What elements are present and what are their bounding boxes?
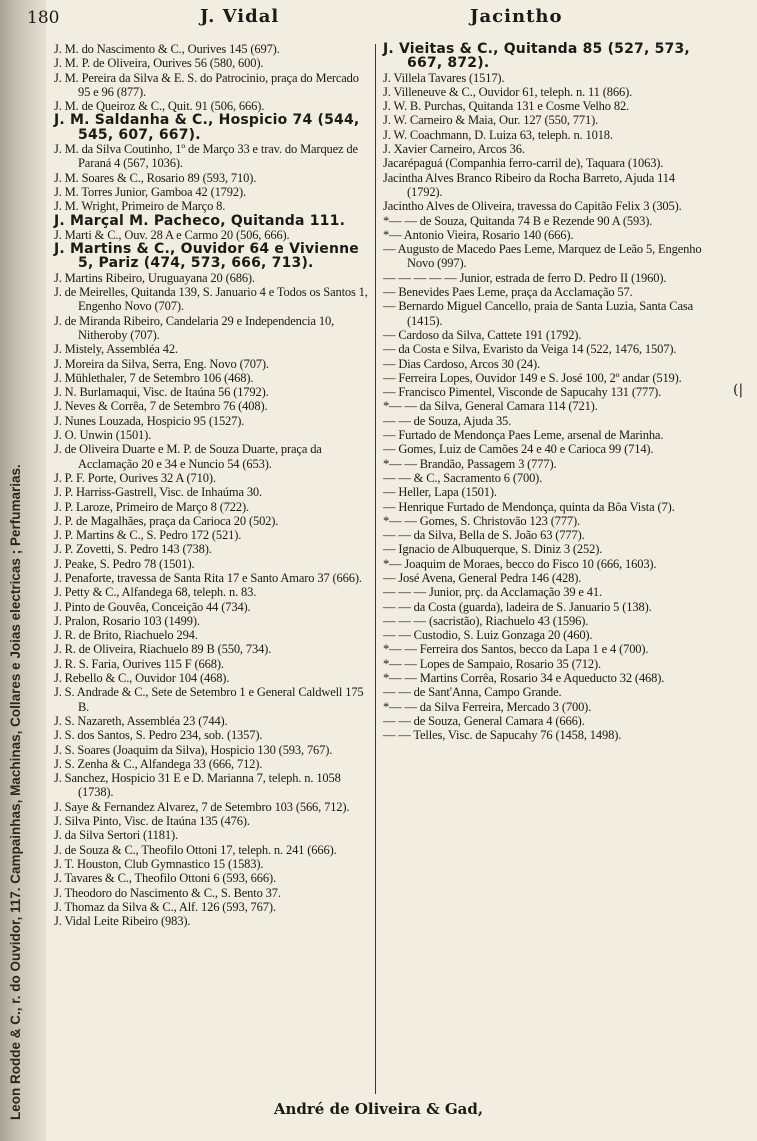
directory-entry: J. Vidal Leite Ribeiro (983). [54, 914, 191, 929]
directory-entry: — — de Souza, Ajuda 35. [383, 413, 512, 428]
directory-entry: J. S. Zenha & C., Alfandega 33 (666, 712). [54, 756, 263, 771]
directory-entry: J. M. Soares & C., Rosario 89 (593, 710). [54, 170, 257, 185]
directory-entry: *— — de Souza, Quitanda 74 B e Rezende 90 A (593). [383, 213, 653, 228]
directory-entry: J. Peake, S. Pedro 78 (1501). [54, 556, 195, 571]
directory-entry: — Furtado de Mendonça Paes Leme, arsenal de Marinha. [383, 428, 664, 443]
directory-entry: J. Tavares & C., Theofilo Ottoni 6 (593, 666). [54, 871, 276, 886]
directory-entry: — — de Souza, General Camara 4 (666). [383, 713, 585, 728]
column-separator [375, 44, 376, 1094]
directory-entry: — Francisco Pimentel, Visconde de Sapucahy 131 (777). [383, 385, 662, 400]
directory-entry: *— — da Silva, General Camara 114 (721). [383, 399, 598, 414]
directory-entry: J. M. de Queiroz & C., Quit. 91 (506, 666). [54, 99, 265, 114]
directory-entry: *— Antonio Vieira, Rosario 140 (666). [383, 227, 574, 242]
directory-entry: — — & C., Sacramento 6 (700). [383, 470, 543, 485]
directory-entry: J. N. Burlamaqui, Visc. de Itaúna 56 (1792). [54, 385, 269, 400]
directory-entry: — — de Sant'Anna, Campo Grande. [383, 685, 562, 700]
directory-entry: — Henrique Furtado de Mendonça, quinta da Bôa Vista (7). [383, 499, 675, 514]
directory-entry: — — — Junior, prç. da Acclamação 39 e 41. [383, 585, 602, 600]
directory-entry: *— — Brandão, Passagem 3 (777). [383, 456, 557, 471]
directory-entry: J. M. Pereira da Silva & E. S. do Patrocinio, praça do Mercado 95 e 96 (877). [54, 70, 359, 99]
directory-entry: J. S. Andrade & C., Sete de Setembro 1 e General Caldwell 175 B. [54, 685, 364, 714]
directory-entry: — Heller, Lapa (1501). [383, 485, 497, 500]
directory-entry: — Gomes, Luiz de Camões 24 e 40 e Carioca 99 (714). [383, 442, 654, 457]
directory-entry: — Ignacio de Albuquerque, S. Diniz 3 (252). [383, 542, 603, 557]
directory-entry: J. O. Unwin (1501). [54, 428, 152, 443]
directory-entry: J. Mistely, Assembléa 42. [54, 342, 178, 357]
directory-entry: J. S. Nazareth, Assembléa 23 (744). [54, 713, 228, 728]
directory-entry: J. Pinto de Gouvêa, Conceição 44 (734). [54, 599, 251, 614]
footer-advertiser: André de Oliveira & Gad, [273, 1100, 484, 1118]
directory-entry: *— Joaquim de Moraes, becco do Fisco 10 (666, 1603). [383, 556, 657, 571]
directory-entry: J. P. Zovetti, S. Pedro 143 (738). [54, 542, 212, 557]
side-advertisement: Leon Rodde & C., r. do Ouvidor, 117. Campainhas, Machinas, Collares e Joias electricas ; Perfumarias. [8, 464, 23, 1120]
directory-entry: J. Theodoro do Nascimento & C., S. Bento 37. [54, 885, 281, 900]
directory-entry: — — — (sacristão), Riachuelo 43 (1596). [383, 613, 589, 628]
directory-entry: Jacarépaguá (Companhia ferro-carril de), Taquara (1063). [383, 156, 664, 171]
directory-entry: J. Thomaz da Silva & C., Alf. 126 (593, 767). [54, 899, 276, 914]
directory-entry: J. P. Martins & C., S. Pedro 172 (521). [54, 528, 242, 543]
directory-entry: *— — Martins Corrêa, Rosario 34 e Aqueducto 32 (468). [383, 671, 665, 686]
directory-entry: — — da Costa (guarda), ladeira de S. Januario 5 (138). [383, 599, 652, 614]
directory-entry: J. R. de Oliveira, Riachuelo 89 B (550, 734). [54, 642, 272, 657]
stray-mark: (| [733, 382, 744, 398]
directory-entry: J. de Miranda Ribeiro, Candelaria 29 e Independencia 10, Nitheroby (707). [54, 313, 335, 342]
directory-entry: J. M. Wright, Primeiro de Março 8. [54, 199, 226, 214]
page-number: 180 [27, 8, 60, 28]
directory-entry: J. P. de Magalhães, praça da Carioca 20 (502). [54, 513, 279, 528]
directory-entry: — Cardoso da Silva, Cattete 191 (1792). [383, 327, 582, 342]
directory-entry: J. P. F. Porte, Ourives 32 A (710). [54, 470, 216, 485]
directory-entry: — Bernardo Miguel Cancello, praia de Santa Luzia, Santa Casa (1415). [383, 299, 693, 328]
directory-entry: — José Avena, General Pedra 146 (428). [383, 570, 582, 585]
directory-entry: J. P. Harriss-Gastrell, Visc. de Inhaúma 30. [54, 485, 263, 500]
directory-entry: J. de Souza & C., Theofilo Ottoni 17, teleph. n. 241 (666). [54, 842, 337, 857]
directory-entry: J. Saye & Fernandez Alvarez, 7 de Setembro 103 (566, 712). [54, 799, 350, 814]
directory-entry: J. M. da Silva Coutinho, 1º de Março 33 e trav. do Marquez de Paraná 4 (567, 1036). [54, 142, 358, 171]
directory-entry: J. Martins Ribeiro, Uruguayana 20 (686). [54, 270, 255, 285]
directory-entry: J. Mühlethaler, 7 de Setembro 106 (468). [54, 370, 254, 385]
left-column [54, 42, 374, 928]
directory-entry: J. W. Coachmann, D. Luiza 63, teleph. n. 1018. [383, 127, 613, 142]
directory-entry: J. Martins & C., Ouvidor 64 e Vivienne 5, Pariz (474, 573, 666, 713). [54, 241, 359, 272]
directory-entry: J. Marçal M. Pacheco, Quitanda 111. [54, 212, 346, 229]
directory-entry: J. Vieitas & C., Quitanda 85 (527, 573, 667, 872). [383, 41, 690, 72]
directory-entry: *— — Gomes, S. Christovão 123 (777). [383, 513, 581, 528]
directory-entry: J. Marti & C., Ouv. 28 A e Carmo 20 (506, 666). [54, 227, 290, 242]
directory-entry: J. Xavier Carneiro, Arcos 36. [383, 142, 525, 157]
right-column [383, 42, 705, 743]
directory-entry: J. Penaforte, travessa de Santa Rita 17 e Santo Amaro 37 (666). [54, 570, 362, 585]
directory-entry: J. da Silva Sertori (1181). [54, 828, 178, 843]
running-head-right: Jacintho [470, 6, 563, 27]
directory-entry: J. Villela Tavares (1517). [383, 70, 505, 85]
directory-entry: — Benevides Paes Leme, praça da Acclamação 57. [383, 285, 633, 300]
directory-entry: J. M. do Nascimento & C., Ourives 145 (697). [54, 42, 280, 56]
directory-entry: J. W. B. Purchas, Quitanda 131 e Cosme Velho 82. [383, 99, 630, 114]
directory-entry: J. W. Carneiro & Maia, Our. 127 (550, 771). [383, 113, 599, 128]
directory-entry: J. M. P. de Oliveira, Ourives 56 (580, 600). [54, 56, 264, 71]
directory-entry: J. Rebello & C., Ouvidor 104 (468). [54, 671, 230, 686]
directory-entry: J. M. Saldanha & C., Hospicio 74 (544, 545, 607, 667). [54, 112, 360, 143]
directory-entry: J. R. de Brito, Riachuelo 294. [54, 628, 198, 643]
directory-entry: Jacintha Alves Branco Ribeiro da Rocha Barreto, Ajuda 114 (1792). [383, 170, 675, 199]
directory-entry: J. Villeneuve & C., Ouvidor 61, teleph. n. 11 (866). [383, 84, 633, 99]
directory-entry: J. Neves & Corrêa, 7 de Setembro 76 (408). [54, 399, 268, 414]
directory-entry: — Dias Cardoso, Arcos 30 (24). [383, 356, 540, 371]
page-header [0, 0, 757, 40]
directory-entry: J. S. Soares (Joaquim da Silva), Hospicio 130 (593, 767). [54, 742, 333, 757]
directory-entry: *— — Lopes de Sampaio, Rosario 35 (712). [383, 656, 601, 671]
directory-entry: — — — — — Junior, estrada de ferro D. Pedro II (1960). [383, 270, 667, 285]
directory-entry: J. S. dos Santos, S. Pedro 234, sob. (1357). [54, 728, 263, 743]
directory-entry: *— — Ferreira dos Santos, becco da Lapa 1 e 4 (700). [383, 642, 649, 657]
directory-entry: — — Telles, Visc. de Sapucahy 76 (1458, 1498). [383, 728, 622, 743]
directory-entry: J. P. Laroze, Primeiro de Março 8 (722). [54, 499, 249, 514]
directory-entry: — Augusto de Macedo Paes Leme, Marquez de Leão 5, Engenho Novo (997). [383, 242, 702, 271]
directory-entry: J. Petty & C., Alfandega 68, teleph. n. 83. [54, 585, 257, 600]
directory-entry: — da Costa e Silva, Evaristo da Veiga 14 (522, 1476, 1507). [383, 342, 677, 357]
directory-entry: — — da Silva, Bella de S. João 63 (777). [383, 528, 585, 543]
directory-entry: J. Sanchez, Hospicio 31 E e D. Marianna 7, teleph. n. 1058 (1738). [54, 771, 341, 800]
directory-entry: J. Pralon, Rosario 103 (1499). [54, 613, 200, 628]
running-head-left: J. Vidal [200, 6, 280, 27]
directory-entry: J. R. S. Faria, Ourives 115 F (668). [54, 656, 224, 671]
directory-entry: — Ferreira Lopes, Ouvidor 149 e S. José 100, 2º andar (519). [383, 370, 682, 385]
directory-entry: Jacintho Alves de Oliveira, travessa do Capitão Felix 3 (305). [383, 199, 682, 214]
directory-entry: J. Moreira da Silva, Serra, Eng. Novo (707). [54, 356, 269, 371]
directory-entry: *— — da Silva Ferreira, Mercado 3 (700). [383, 699, 592, 714]
directory-entry: — — Custodio, S. Luiz Gonzaga 20 (460). [383, 628, 593, 643]
directory-entry: J. Nunes Louzada, Hospicio 95 (1527). [54, 413, 245, 428]
directory-entry: J. T. Houston, Club Gymnastico 15 (1583). [54, 856, 264, 871]
directory-entry: J. M. Torres Junior, Gamboa 42 (1792). [54, 184, 246, 199]
directory-entry: J. de Meirelles, Quitanda 139, S. Januario 4 e Todos os Santos 1, Engenho Novo (707). [54, 285, 368, 314]
directory-entry: J. de Oliveira Duarte e M. P. de Souza Duarte, praça da Acclamação 20 e 34 e Nuncio 54 (653). [54, 442, 322, 471]
directory-entry: J. Silva Pinto, Visc. de Itaúna 135 (476). [54, 814, 250, 829]
